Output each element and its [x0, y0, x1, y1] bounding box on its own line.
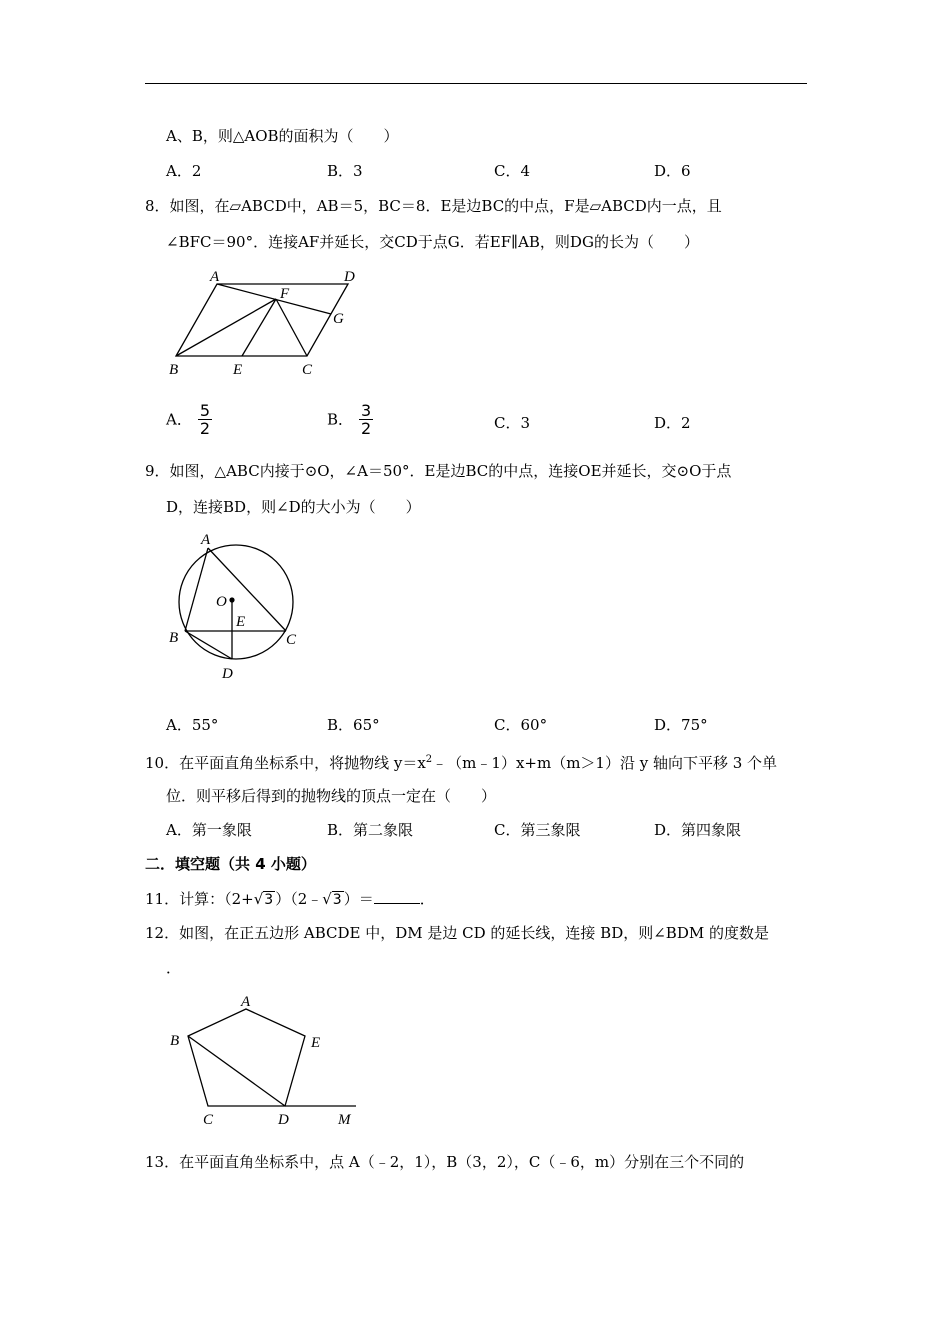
q11-answer-blank[interactable] [374, 889, 420, 904]
q12-stem-line2: ． [166, 959, 182, 977]
q7-option-a[interactable]: A．2 [166, 162, 202, 180]
q10-stem-line2: 位．则平移后得到的抛物线的顶点一定在（ ） [166, 787, 497, 805]
q9-label-E: E [236, 614, 246, 630]
q9-option-a[interactable]: A．55° [166, 716, 219, 734]
q9-label-C: C [286, 632, 297, 648]
q9-option-c[interactable]: C．60° [494, 716, 548, 734]
q12-label-D: D [278, 1112, 289, 1128]
q11-radical-2: 3 [332, 892, 342, 908]
q9-label-D: D [222, 666, 233, 682]
q11-radical-1: 3 [264, 892, 274, 908]
q9-stem-line1: 9．如图，△ABC内接于⊙O，∠A＝50°．E是边BC的中点，连接OE并延长，交⊙O于点 [145, 462, 732, 480]
q8-option-a-fraction: $\frac{5}{2}$ [199, 401, 211, 438]
q10-stem-line1: 10．在平面直角坐标系中，将抛物线 $y=x^2﹣(m﹣1)x+m(m>1)$沿 y 轴向下平移 3 个单 [145, 754, 778, 772]
q12-label-B: B [170, 1033, 180, 1049]
q8-label-G: G [333, 311, 344, 327]
q7-option-d[interactable]: D．6 [654, 162, 691, 180]
q12-label-A: A [241, 994, 251, 1010]
q8-option-c[interactable]: C．3 [494, 414, 531, 432]
q7-option-c[interactable]: C．4 [494, 162, 531, 180]
q8-option-b[interactable]: B． $\frac{3}{2}$ [327, 401, 372, 438]
q10-option-b[interactable]: B．第二象限 [327, 821, 414, 839]
q12-stem-line1: 12．如图，在正五边形 ABCDE 中，DM 是边 CD 的延长线，连接 BD，则∠BDM 的度数是 [145, 924, 769, 942]
q9-circle-figure [162, 528, 312, 686]
q8-label-A: A [210, 269, 220, 285]
q9-option-b[interactable]: B．65° [327, 716, 380, 734]
q7-option-b[interactable]: B．3 [327, 162, 363, 180]
q12-label-C: C [203, 1112, 214, 1128]
q7-continuation: A、B，则△AOB的面积为（ ） [166, 127, 399, 145]
q12-pentagon-figure [160, 990, 370, 1128]
q8-label-F: F [280, 286, 290, 302]
q8-stem-line1: 8．如图，在▱ABCD中，AB＝5，BC＝8．E是边BC的中点，F是▱ABCD内一点，且 [145, 197, 722, 215]
q8-label-C: C [302, 362, 313, 378]
q10-option-d[interactable]: D．第四象限 [654, 821, 742, 839]
q9-label-A: A [201, 532, 211, 548]
q12-label-M: M [338, 1112, 351, 1128]
q9-option-d[interactable]: D．75° [654, 716, 708, 734]
q8-label-B: B [169, 362, 179, 378]
header-rule [145, 83, 807, 84]
q8-label-E: E [233, 362, 243, 378]
q8-parallelogram-figure [160, 262, 370, 380]
q8-option-a[interactable]: A． $\frac{5}{2}$ [166, 401, 211, 438]
q8-option-b-fraction: $\frac{3}{2}$ [361, 401, 372, 438]
q10-option-a[interactable]: A．第一象限 [166, 821, 252, 839]
q8-label-D: D [344, 269, 355, 285]
q8-stem-line2: ∠BFC＝90°．连接AF并延长，交CD于点G．若EF∥AB，则DG的长为（ ） [166, 233, 699, 251]
q12-label-E: E [311, 1035, 321, 1051]
q11-stem: 11．计算：（2+√3 ）（2﹣√3 ）＝ ． [145, 890, 435, 908]
q8-option-d[interactable]: D．2 [654, 414, 691, 432]
q10-option-c[interactable]: C．第三象限 [494, 821, 581, 839]
section-heading-fill-in: 二．填空题（共 4 小题） [145, 855, 316, 873]
q9-label-B: B [169, 630, 179, 646]
q9-label-O: O [216, 594, 227, 610]
q9-stem-line2: D，连接BD，则∠D的大小为（ ） [166, 498, 421, 516]
q13-stem-line1: 13．在平面直角坐标系中，点 A（﹣2，1），B（3，2），C（﹣6，m）分别在三个不同的 [145, 1153, 745, 1171]
